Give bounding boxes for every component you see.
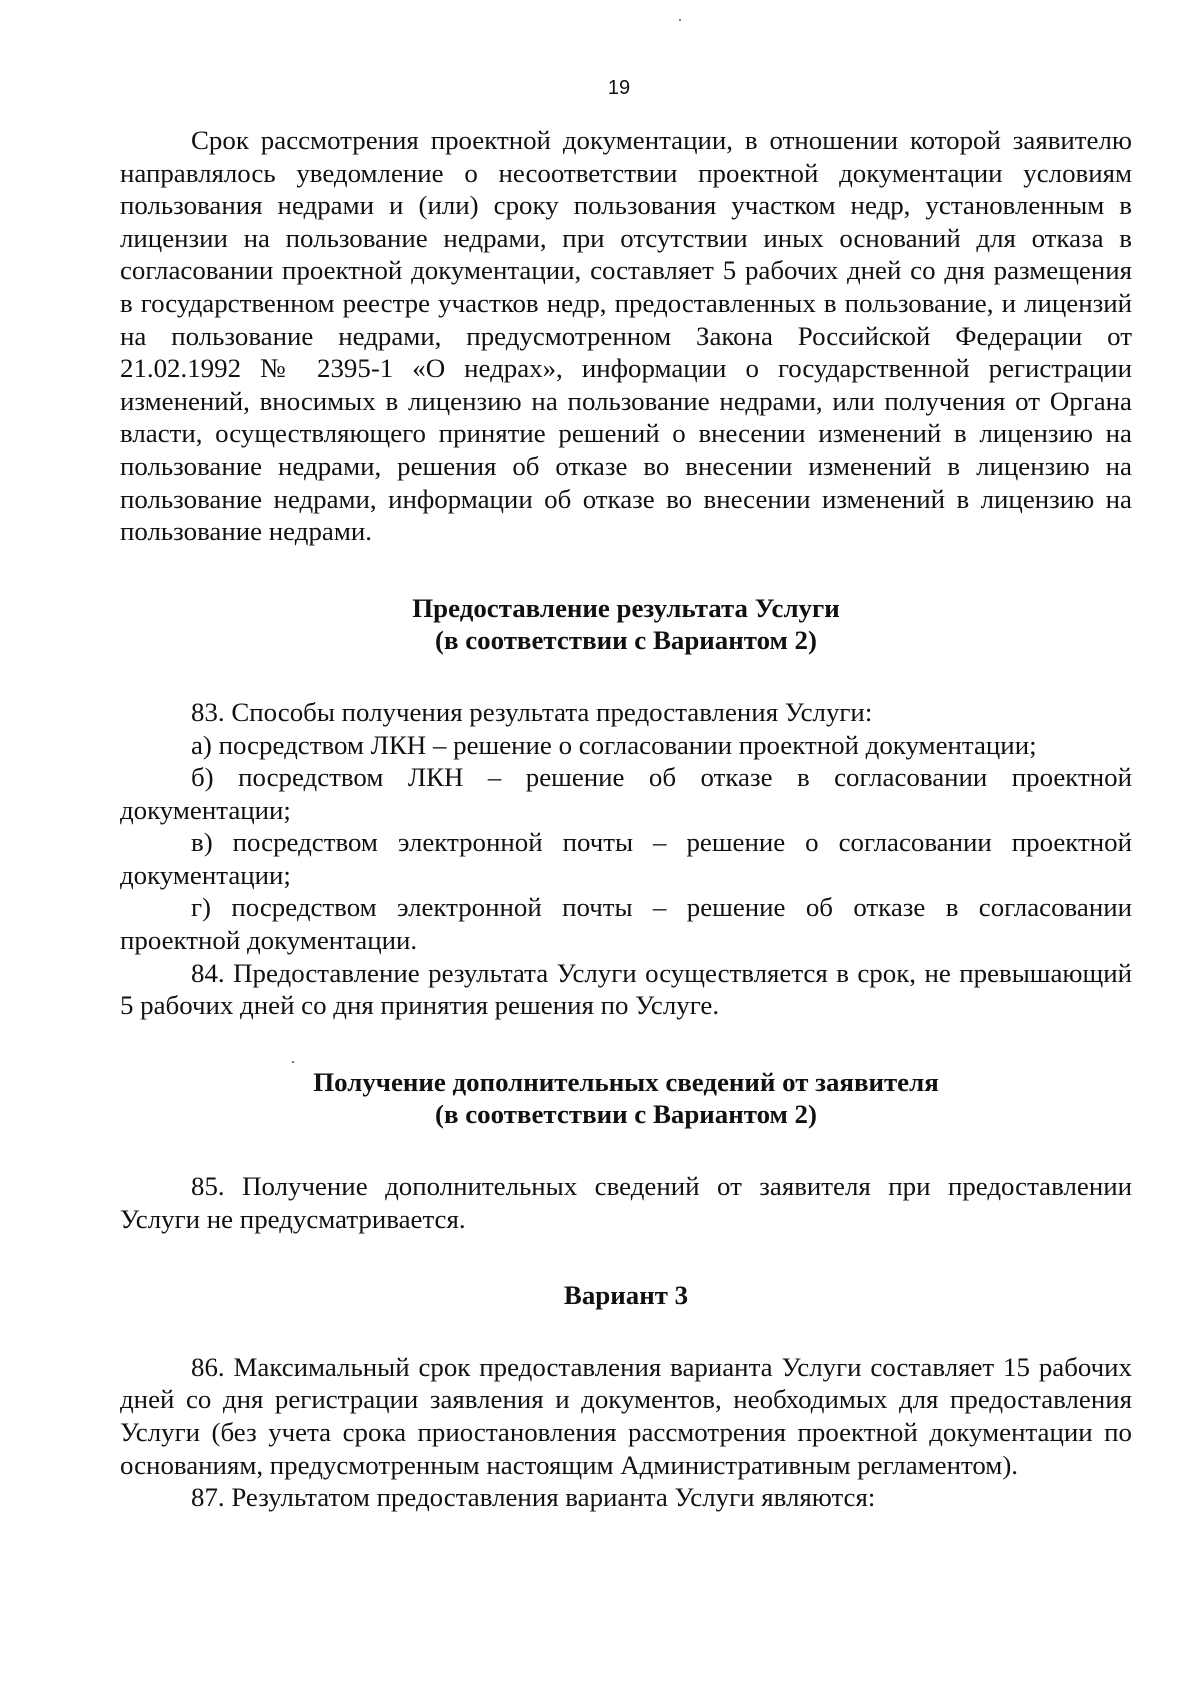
intro-paragraph: Срок рассмотрения проектной документации, в отношении которой заявителю направлялось уведомление о несоответствии проектной документации условиям пользования недрами и (или) сроку пользования участком недр, установленным в лицензии на пользование недрами, при отсутствии иных оснований для отказа в согласовании проектной документации, составляет 5 рабочих дней со дня размещения в государственном реестре участков недр, предоставленных в пользование, и лицензий на пользование недрами, предусмотренном Закона Российской Федерации от 21.02.1992 № 2395-1 «О недрах», информации о государственной регистрации изменений, вносимых в лицензию на пользование недрами, или получения от Органа власти, осуществляющего принятие решений о внесении изменений в лицензию на пользование недрами, решения об отказе во внесении изменений в лицензию на пользование недрами, информации об отказе во внесении изменений в лицензию на пользование недрами. (120, 125, 1132, 547)
paragraph-85: 85. Получение дополнительных сведений от заявителя при предоставлении Услуги не предусматривается. (120, 1171, 1132, 1234)
paragraph-83d: г) посредством электронной почты – решение об отказе в согласовании проектной документации. (120, 892, 1132, 956)
paragraph-83: 83. Способы получения результата предоставления Услуги: (191, 696, 873, 727)
section-title-additional (120, 1066, 1132, 1131)
section-title-result (120, 592, 1132, 657)
page-number: 19 (607, 77, 631, 99)
paragraph-84: 84. Предоставление результата Услуги осуществляется в срок, не превышающий 5 рабочих дней со дня принятия решения по Услуге. (120, 957, 1132, 1021)
paragraph-83c: в) посредством электронной почты – решение о согласовании проектной документации; (120, 827, 1132, 890)
scan-speck (679, 19, 681, 21)
paragraph-83b: б) посредством ЛКН – решение об отказе в согласовании проектной документации; (120, 762, 1132, 825)
document-body (120, 124, 1132, 1514)
section-title-variant3: Вариант 3 (563, 1280, 689, 1311)
paragraph-87: 87. Результатом предоставления варианта Услуги являются: (191, 1482, 876, 1513)
paragraph-83a: а) посредством ЛКН – решение о согласовании проектной документации; (191, 729, 1037, 760)
section-title-additional-line1: Получение дополнительных сведений от заявителя (313, 1066, 939, 1097)
section-title-result-line2: (в соответствии с Вариантом 2) (435, 625, 817, 656)
section-title-result-line1: Предоставление результата Услуги (412, 592, 840, 623)
paragraph-86: 86. Максимальный срок предоставления варианта Услуги составляет 15 рабочих дней со дня регистрации заявления и документов, необходимых для предоставления Услуги (без учета срока приостановления рассмотрения проектной документации по основаниям, предусмотренным настоящим Административным регламентом). (120, 1351, 1132, 1480)
section-title-additional-line2: (в соответствии с Вариантом 2) (435, 1099, 817, 1130)
